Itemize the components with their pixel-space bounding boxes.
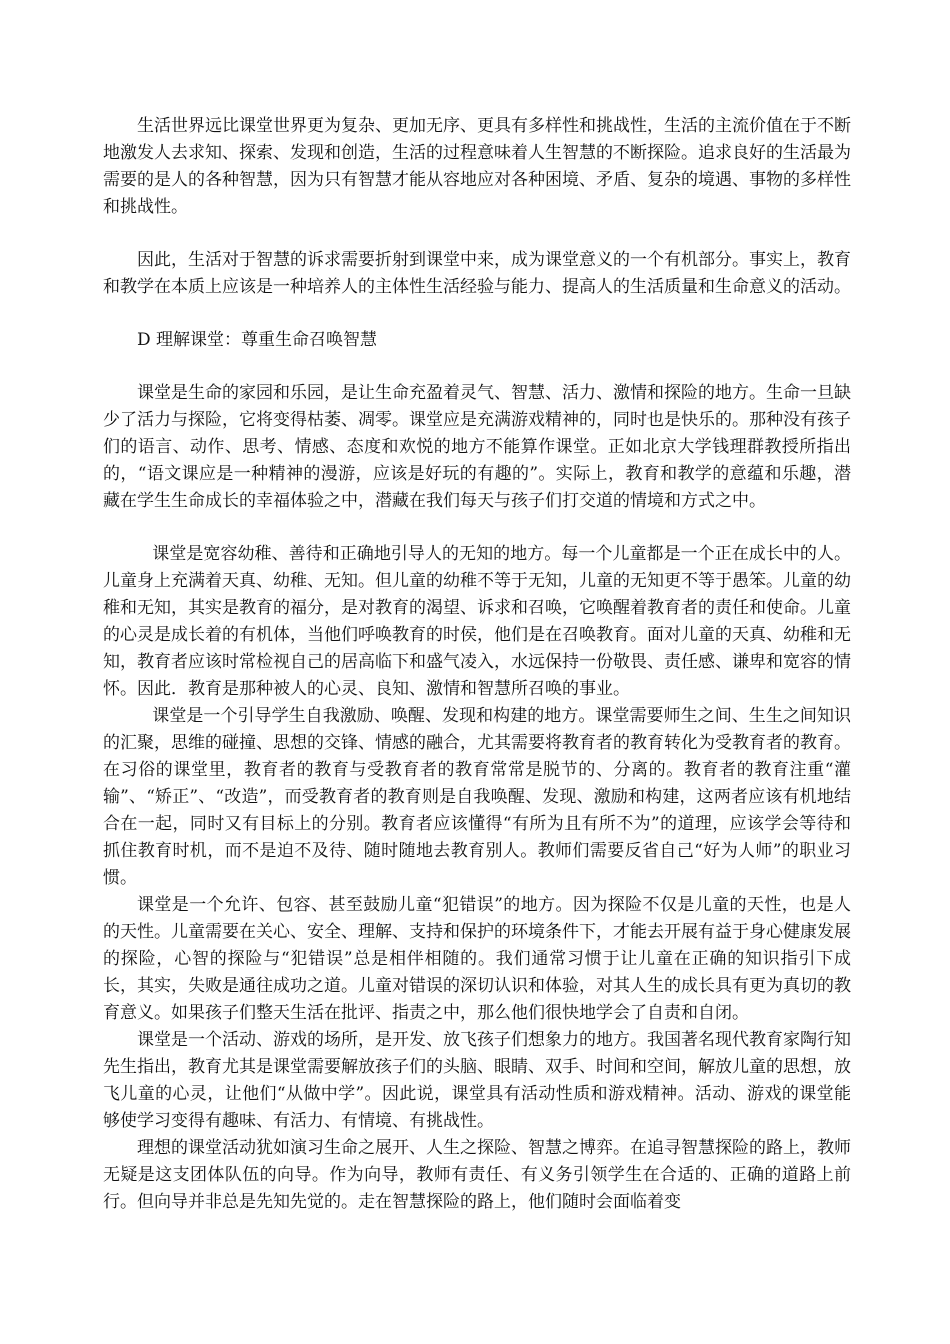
paragraph-classroom-home: 课堂是生命的家园和乐园，是让生命充盈着灵气、智慧、活力、激情和探险的地方。生命一旦缺少了活力与探险，它将变得枯萎、凋零。课堂应是充满游戏精神的，同时也是快乐的。那种没有孩子们的语言、动作、思考、情感、态度和欢悦的地方不能算作课堂。正如北京大学钱理群教授所指出的，“语文课应是一种精神的漫游，应该是好玩的有趣的”。实际上，教育和教学的意蕴和乐趣，潜藏在学生生命成长的幸福体验之中，潜藏在我们每天与孩子们打交道的情境和方式之中。 (103, 383, 851, 511)
paragraph-ideal-classroom: 理想的课堂活动犹如演习生命之展开、人生之探险、智慧之博弈。在追寻智慧探险的路上，教师无疑是这支团体队伍的向导。作为向导，教师有责任、有义务引领学生在合适的、正确的道路上前行。但向导并非总是先知先觉的。走在智慧探险的路上，他们随时会面临着变 (103, 1138, 851, 1212)
paragraph-classroom-tolerance: 课堂是宽容幼稚、善待和正确地引导人的无知的地方。每一个儿童都是一个正在成长中的人。儿童身上充满着天真、幼稚、无知。但儿童的幼稚不等于无知，儿童的无知更不等于愚笨。儿童的幼稚和无知，其实是教育的福分，是对教育的渴望、诉求和召唤，它唤醒着教育者的责任和使命。儿童的心灵是成长着的有机体，当他们呼唤教育的时侯，他们是在召唤教育。面对儿童的天真、幼稚和无知，教育者应该时常检视自己的居高临下和盛气凌入，水远保持一份敬畏、责任感、谦卑和宽容的情怀。因此．教育是那种被人的心灵、良知、激情和智慧所召唤的事业。 (103, 544, 851, 699)
section-heading: D 理解课堂：尊重生命召唤智慧 (137, 330, 378, 350)
paragraph-classroom-play: 课堂是一个活动、游戏的场所，是开发、放飞孩子们想象力的地方。我国著名现代教育家陶行知先生指出，教育尤其是课堂需要解放孩子们的头脑、眼睛、双手、时间和空间，解放儿童的思想，放飞儿童的心灵，让他们“从做中学”。因此说，课堂具有活动性质和游戏精神。活动、游戏的课堂能够使学习变得有趣味、有活力、有情境、有挑战性。 (103, 1030, 851, 1131)
document-body (103, 113, 851, 1216)
paragraph-life-world: 生活世界远比课堂世界更为复杂、更加无序、更具有多样性和挑战性，生活的主流价值在于不断地激发人去求知、探索、发现和创造，生活的过程意味着人生智慧的不断探险。追求良好的生活最为需要的是人的各种智慧，因为只有智慧才能从容地应对各种困境、矛盾、复杂的境遇、事物的多样性和挑战性。 (103, 116, 851, 217)
paragraph-classroom-mistakes: 课堂是一个允许、包容、甚至鼓励儿童“犯错误”的地方。因为探险不仅是儿童的天性，也是人的天性。儿童需要在关心、安全、理解、支持和保护的环境条件下，才能去开展有益于身心健康发展的探险，心智的探险与“犯错误”总是相伴相随的。我们通常习惯于让儿童在正确的知识指引下成长，其实，失败是通往成功之道。儿童对错误的深切认识和体验，对其人生的成长具有更为真切的教育意义。如果孩子们整天生活在批评、指责之中，那么他们很快地学会了自责和自闭。 (103, 895, 851, 1023)
paragraph-classroom-guidance: 课堂是一个引导学生自我激励、唤醒、发现和构建的地方。课堂需要师生之间、生生之间知识的汇聚，思维的碰撞、思想的交锋、情感的融合，尤其需要将教育者的教育转化为受教育者的教育。在习俗的课堂里，教育者的教育与受教育者的教育常常是脱节的、分离的。教育者的教育注重“灌输”、“矫正”、“改造”，而受教育者的教育则是自我唤醒、发现、激励和构建，这两者应该有机地结合在一起，同时又有目标上的分别。教育者应该懂得“有所为且有所不为”的道理，应该学会等待和抓住教育时机，而不是迫不及待、随时随地去教育别人。教师们需要反省自己“好为人师”的职业习惯。 (103, 706, 851, 888)
paragraph-wisdom-demand: 因此，生活对于智慧的诉求需要折射到课堂中来，成为课堂意义的一个有机部分。事实上，教育和教学在本质上应该是一种培养人的主体性生活经验与能力、提高人的生活质量和生命意义的活动。 (103, 250, 851, 297)
